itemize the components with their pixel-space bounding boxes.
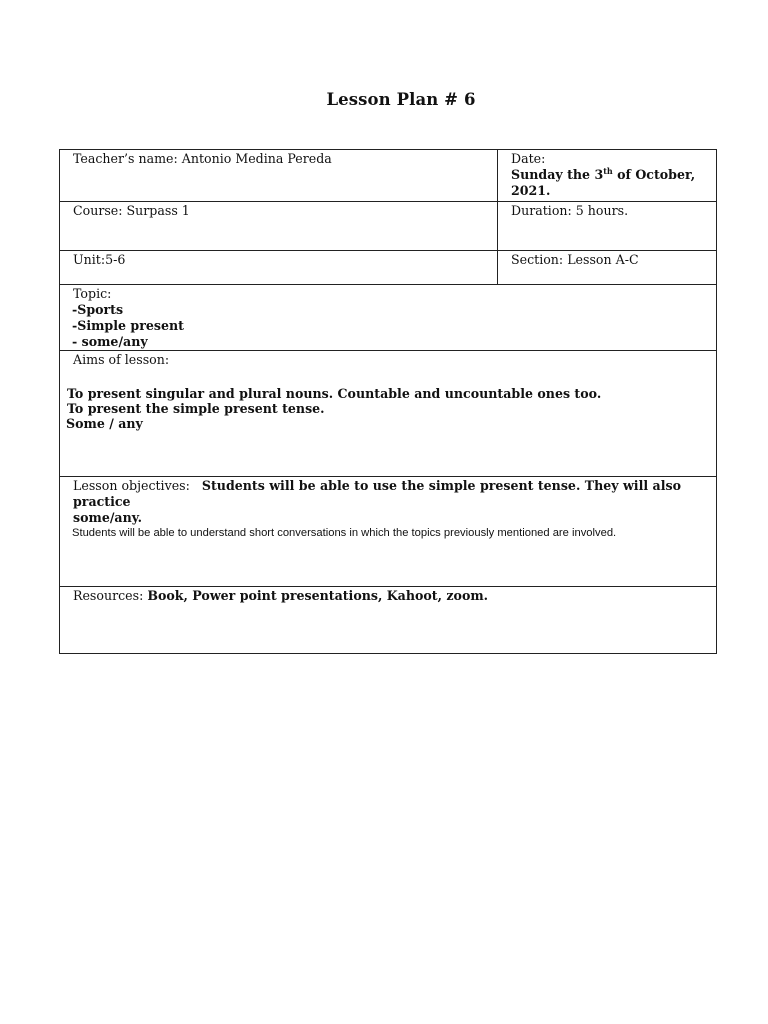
date-year: 2021. [511,183,551,198]
date-label: Date: [511,151,546,166]
aims-list [67,386,716,431]
teacher-name: Antonio Medina Pereda [181,151,332,166]
date-cell [498,150,716,201]
aims-cell [60,351,716,476]
duration-label: Duration: [511,203,572,218]
topic-item: -Sports [72,302,124,317]
course-value: Surpass 1 [126,203,190,218]
objectives-label: Lesson objectives: [73,478,190,493]
resources-row [60,587,716,653]
course-label: Course: [73,203,123,218]
aims-line: To present the simple present tense. [67,401,325,416]
topic-cell [60,285,716,350]
resources-value: Book, Power point presentations, Kahoot, zoom. [147,588,489,603]
objectives-row [60,477,716,587]
resources-label: Resources: [73,588,144,603]
date-value: Sunday the 3th of October, [511,166,696,182]
section-cell [498,251,716,284]
topic-item: -Simple present [72,318,184,333]
resources-cell [60,587,716,653]
unit-value: 5-6 [105,252,126,267]
aims-row [60,351,716,477]
teacher-label: Teacher’s name: [73,151,178,166]
duration-value: 5 hours. [575,203,629,218]
objectives-line [73,478,716,510]
objectives-note: Students will be able to understand short conversations in which the topics previously mentioned are involved. [72,527,617,539]
topic-row [60,285,716,351]
objectives-text-cont: some/any. [73,510,143,525]
objectives-text: Students will be able to use the simple present tense. They will also practice [73,478,681,509]
course-duration-row [60,202,716,251]
unit-label: Unit: [73,252,106,267]
topic-label: Topic: [73,286,112,301]
aims-line: Some / any [66,416,143,431]
objectives-cell [60,477,716,586]
teacher-date-row [60,150,716,202]
section-value: Lesson A-C [567,252,639,267]
course-cell [60,202,498,250]
teacher-cell [60,150,498,201]
topic-item: - some/any [72,334,148,349]
unit-section-row [60,251,716,285]
duration-cell [498,202,716,250]
lesson-plan-table [59,149,717,654]
aims-label: Aims of lesson: [73,352,170,367]
unit-cell [60,251,498,284]
aims-line: To present singular and plural nouns. Countable and uncountable ones too. [67,386,602,401]
page-title: Lesson Plan # 6 [326,90,476,109]
section-label: Section: [511,252,564,267]
